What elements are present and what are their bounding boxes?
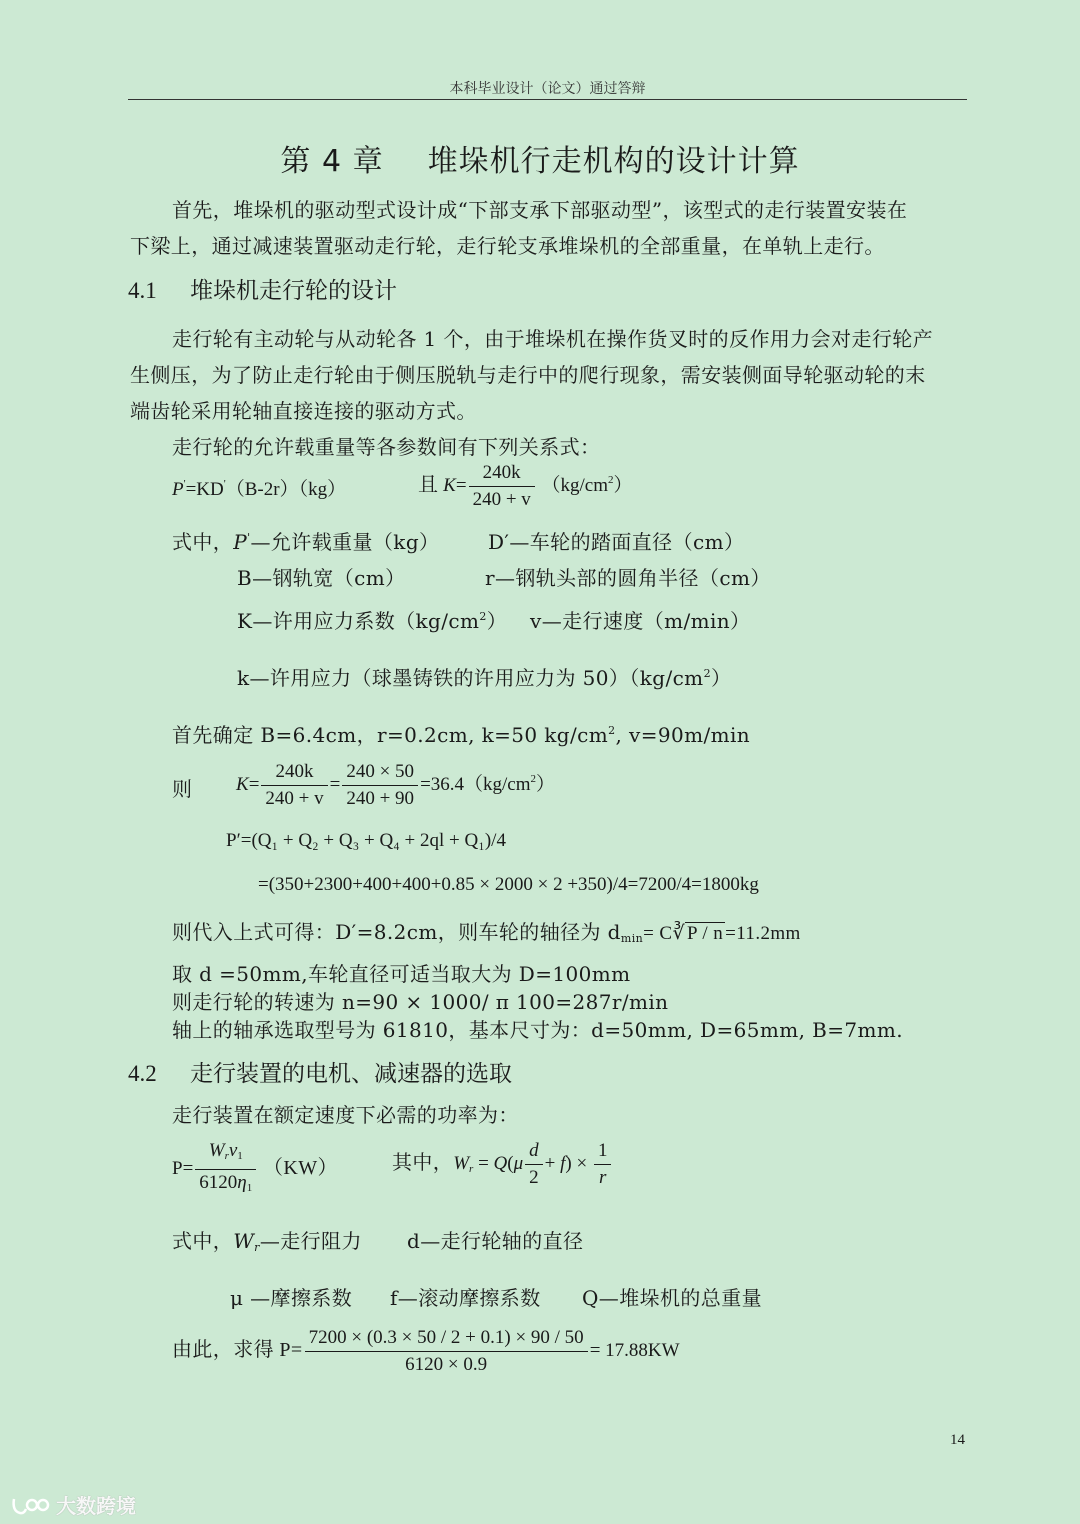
intro-line-2: 下梁上，通过减速装置驱动走行轮，走行轮支承堆垛机的全部重量，在单轨上走行。 <box>130 234 885 258</box>
paragraph-line: 走行轮有主动轮与从动轮各 1 个，由于堆垛机在操作货叉时的反作用力会对走行轮产 <box>172 327 934 351</box>
formula-power: P= $\frac{W_rv_1}{6120\eta_1}$ （KW） <box>172 1140 338 1194</box>
where-b: B—钢轨宽（cm） <box>237 566 406 590</box>
formula-k-computation: K= $\frac{240k}{240 + v}$ = $\frac{240 \times 50}{240 + 90}$ $=36.4(kg/cm^2)$ <box>236 761 556 809</box>
section-heading-4-1 <box>128 272 397 305</box>
given-values: 首先确定 B=6.4cm，r=0.2cm, k=50 $kg/cm^2$, v=90m/min <box>172 723 751 747</box>
paragraph-line: 走行轮的允许载重量等各参数间有下列关系式： <box>172 435 601 459</box>
section-number: 4.1 <box>128 278 157 303</box>
where-p-prime: 式中，P'—允许载重量（kg） <box>172 530 440 554</box>
paragraph-line: 端齿轮采用轮轴直接连接的驱动方式。 <box>130 399 477 423</box>
formula-k-definition: 且 K= $\frac{240k}{240 + v}$ $(kg/cm^2)$ <box>418 462 633 510</box>
result-line: 则走行轮的转速为 n=90 × 1000/ π 100=287r/min <box>172 990 669 1014</box>
formula-axle-diameter: 则代入上式可得：D′=8.2cm，则车轮的轴径为 $d_{min}=$ C∛ P / n =11.2mm <box>172 920 801 945</box>
formula-p-prime: P′=(Q₁ + Q₂ + Q₃ + Q₄ + 2ql + Q₁)/4 <box>226 830 506 851</box>
running-header: 本科毕业设计（论文）通过答辩 <box>449 81 646 97</box>
chapter-name: 堆垛机行走机构的设计计算 <box>427 144 800 179</box>
section-number: 4.2 <box>128 1061 157 1086</box>
where-d-prime: D′—车轮的踏面直径（cm） <box>488 530 745 554</box>
paragraph-line: 生侧压，为了防止走行轮由于侧压脱轨与走行中的爬行现象，需安装侧面导轮驱动轮的末 <box>130 363 926 387</box>
section-heading-4-2 <box>128 1055 512 1088</box>
where-small-k: k—许用应力（球墨铸铁的许用应力为 $50)(kg/cm^2)$ <box>237 666 732 690</box>
watermark-logo-icon <box>10 1493 50 1517</box>
formula-p-calculation: =(350+2300+400+400+0.85 × 2000 × 2 +350)/4=7200/4=1800kg <box>258 874 759 895</box>
watermark <box>10 1490 136 1519</box>
result-line: 轴上的轴承选取型号为 61810，基本尺寸为：d=50mm, D=65mm, B=7mm. <box>172 1018 903 1042</box>
chapter-title <box>0 136 1080 180</box>
where-d: d—走行轮轴的直径 <box>407 1229 584 1253</box>
page-number: 14 <box>950 1432 965 1448</box>
where-k: K—许用应力系数$(kg/cm^2)$ <box>237 609 508 633</box>
where-wr: 式中，$W_r—$走行阻力 <box>172 1229 362 1254</box>
then-label: 则 <box>172 777 193 801</box>
formula-power-result: 由此，求得 P= $\frac{7200 \times (0.3 \times 50 / 2 + 0.1) \times 90 / 50}{6120 \times 0.9}$ = 17.88KW <box>172 1327 680 1375</box>
watermark-text: 大数跨境 <box>56 1494 136 1518</box>
header-divider <box>128 99 967 100</box>
intro-line-1: 首先，堆垛机的驱动型式设计成“下部支承下部驱动型”，该型式的走行装置安装在 <box>172 198 908 222</box>
section-title: 堆垛机走行轮的设计 <box>190 278 397 304</box>
where-r: r—钢轨头部的圆角半径（cm） <box>485 566 771 590</box>
where-q: Q—堆垛机的总重量 <box>582 1286 762 1310</box>
where-f: f—滚动摩擦系数 <box>390 1286 541 1310</box>
section-title: 走行装置的电机、减速器的选取 <box>190 1061 512 1087</box>
where-v: v—走行速度（m/min） <box>530 609 751 633</box>
formula-resistance: 其中，$W_r = Q(\mu$ $\frac{d}{2}$ + f) × $\frac{1}{r}$ <box>392 1138 613 1191</box>
formula-allowable-load: P'=KD'（B-2r）（kg） <box>172 478 347 500</box>
where-mu: μ —摩擦系数 <box>230 1286 353 1310</box>
result-line: 取 d =50mm,车轮直径可适当取大为 D=100mm <box>172 962 631 986</box>
paragraph-line: 走行装置在额定速度下必需的功率为： <box>172 1103 519 1127</box>
chapter-number: 第 4 章 <box>280 144 384 179</box>
